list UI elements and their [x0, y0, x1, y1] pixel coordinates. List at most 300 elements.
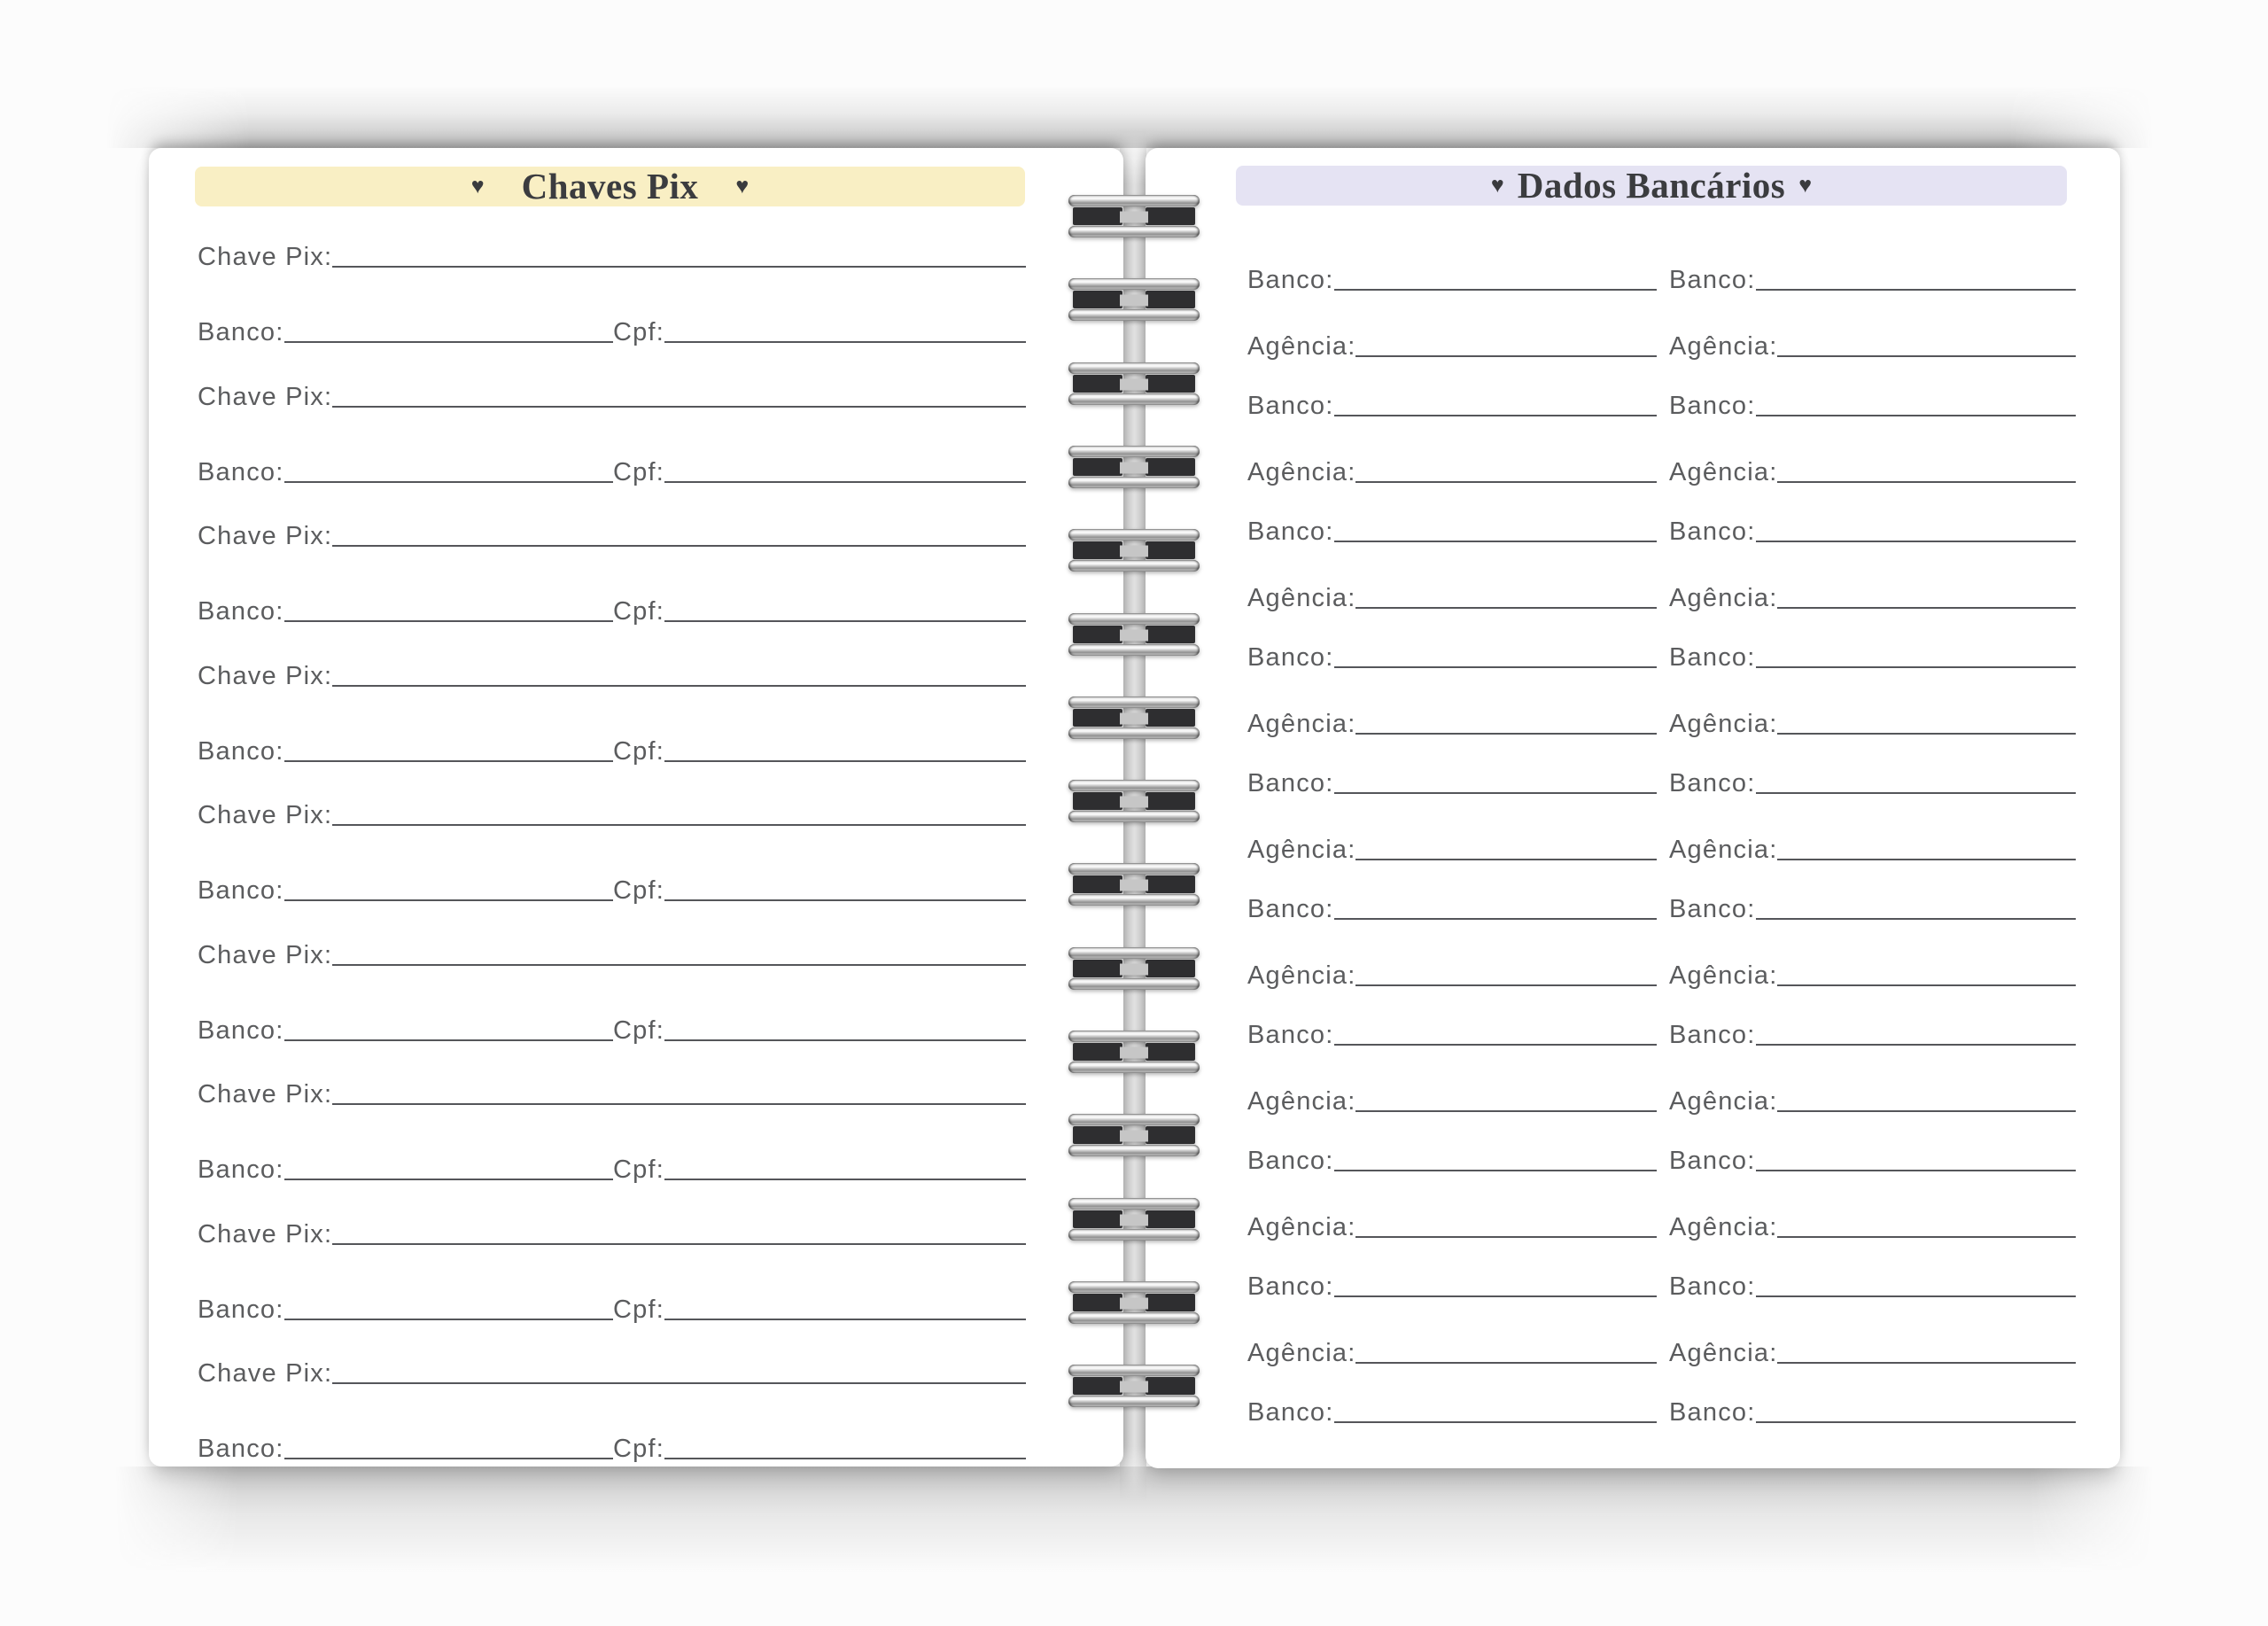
banco-write-line: [1756, 1044, 2077, 1046]
ring-bottom-wire: [1068, 560, 1200, 572]
cpf-write-line: [664, 899, 1026, 901]
banco-label: Banco:: [1247, 769, 1334, 797]
binder-ring-icon: [1068, 1031, 1200, 1073]
ring-middle: [1068, 625, 1200, 644]
left-page-title: Chaves Pix: [521, 166, 699, 206]
banco-write-line: [1334, 666, 1658, 668]
binder-ring-icon: [1068, 947, 1200, 990]
banco-write-line: [1334, 541, 1658, 542]
ring-top-wire: [1068, 613, 1200, 625]
ring-inner-shadow-right: [1146, 1043, 1195, 1061]
right-page-title: Dados Bancários: [1517, 165, 1786, 206]
ring-bottom-wire: [1068, 1229, 1200, 1241]
binder-ring-icon: [1068, 1198, 1200, 1241]
ring-middle: [1068, 290, 1200, 309]
agencia-label: Agência:: [1669, 1213, 1778, 1241]
cpf-write-line: [664, 1039, 1026, 1041]
banco-write-line: [1334, 1044, 1658, 1046]
binder-ring-icon: [1068, 195, 1200, 237]
agencia-label: Agência:: [1247, 710, 1356, 738]
agencia-write-line: [1355, 733, 1657, 735]
ring-inner-shadow-right: [1146, 541, 1195, 559]
agencia-label: Agência:: [1669, 458, 1778, 486]
banco-write-line: [1756, 1295, 2077, 1297]
banco-row: [1247, 388, 1657, 422]
ring-top-wire: [1068, 1365, 1200, 1376]
banco-label: Banco:: [1669, 769, 1756, 797]
ring-top-wire: [1068, 1114, 1200, 1125]
binder-ring-icon: [1068, 613, 1200, 656]
cpf-write-line: [664, 341, 1026, 343]
ring-middle: [1068, 708, 1200, 727]
agencia-write-line: [1777, 1362, 2076, 1364]
binder-ring-icon: [1068, 1114, 1200, 1156]
cpf-label: Cpf:: [613, 457, 664, 486]
agencia-row: [1669, 1335, 2076, 1369]
chave-pix-label: Chave Pix:: [198, 243, 333, 271]
agencia-label: Agência:: [1669, 1339, 1778, 1367]
banco-write-line: [284, 1319, 614, 1320]
cpf-write-line: [664, 1319, 1026, 1320]
ring-punch-tab: [1120, 1131, 1148, 1142]
ring-inner-shadow-left: [1073, 207, 1122, 225]
banco-label: Banco:: [1669, 895, 1756, 923]
banco-row: [1247, 1017, 1657, 1051]
ring-inner-shadow-left: [1073, 709, 1122, 727]
chave-pix-row: [198, 239, 1026, 273]
banco-label: Banco:: [1247, 1021, 1334, 1049]
chave-pix-label: Chave Pix:: [198, 382, 333, 411]
banco-label: Banco:: [1247, 392, 1334, 420]
heart-icon: ♥: [1798, 173, 1813, 198]
ring-middle: [1068, 206, 1200, 226]
ring-top-wire: [1068, 195, 1200, 206]
chave-pix-write-line: [332, 685, 1026, 687]
banco-row: [1669, 388, 2076, 422]
ring-punch-tab: [1120, 295, 1148, 307]
left-page: [149, 148, 1123, 1467]
ring-inner-shadow-left: [1073, 291, 1122, 308]
ring-bottom-wire: [1068, 1396, 1200, 1407]
binder-ring-icon: [1068, 780, 1200, 822]
banco-label: Banco:: [1669, 643, 1756, 672]
ring-inner-shadow-left: [1073, 1210, 1122, 1228]
cpf-label: Cpf:: [613, 318, 664, 346]
ring-bottom-wire: [1068, 1312, 1200, 1324]
banco-row: [1669, 640, 2076, 673]
chave-pix-label: Chave Pix:: [198, 940, 333, 969]
banco-write-line: [1334, 792, 1658, 794]
banco-write-line: [284, 760, 614, 762]
ring-top-wire: [1068, 947, 1200, 959]
agencia-row: [1669, 580, 2076, 614]
banco-write-line: [1756, 541, 2077, 542]
binder-ring-icon: [1068, 278, 1200, 321]
banco-row: [1247, 1143, 1657, 1177]
ring-inner-shadow-left: [1073, 1377, 1122, 1395]
ring-middle: [1068, 1376, 1200, 1396]
agencia-write-line: [1355, 355, 1657, 357]
chave-pix-label: Chave Pix:: [198, 1080, 333, 1109]
heart-icon: ♥: [735, 174, 750, 198]
banco-cpf-row: [198, 455, 1026, 488]
banco-write-line: [1756, 918, 2077, 920]
ring-bottom-wire: [1068, 644, 1200, 656]
banco-write-line: [284, 481, 614, 483]
agencia-write-line: [1355, 481, 1657, 483]
ring-bottom-wire: [1068, 978, 1200, 990]
banco-label: Banco:: [1669, 266, 1756, 294]
ring-middle: [1068, 875, 1200, 894]
banco-label: Banco:: [198, 1015, 284, 1045]
banco-row: [1247, 766, 1657, 799]
ring-inner-shadow-left: [1073, 960, 1122, 977]
agencia-label: Agência:: [1247, 961, 1356, 990]
cpf-write-line: [664, 481, 1026, 483]
banco-cpf-row: [198, 1431, 1026, 1465]
banco-row: [1247, 262, 1657, 296]
ring-top-wire: [1068, 780, 1200, 791]
banco-write-line: [1334, 289, 1658, 291]
ring-punch-tab: [1120, 1047, 1148, 1059]
binder-ring-icon: [1068, 863, 1200, 906]
agencia-label: Agência:: [1247, 1339, 1356, 1367]
banco-label: Banco:: [1669, 1147, 1756, 1175]
agencia-write-line: [1777, 984, 2076, 986]
chave-pix-row: [198, 797, 1026, 831]
ring-inner-shadow-left: [1073, 1043, 1122, 1061]
agencia-row: [1247, 1335, 1657, 1369]
ring-top-wire: [1068, 362, 1200, 374]
banco-cpf-row: [198, 734, 1026, 767]
ring-top-wire: [1068, 1198, 1200, 1210]
chave-pix-write-line: [332, 406, 1026, 408]
ring-inner-shadow-right: [1146, 792, 1195, 810]
banco-write-line: [284, 1039, 614, 1041]
ring-inner-shadow-left: [1073, 1126, 1122, 1144]
agencia-label: Agência:: [1247, 1213, 1356, 1241]
binder-ring-icon: [1068, 1281, 1200, 1324]
banco-cpf-row: [198, 594, 1026, 627]
ring-inner-shadow-right: [1146, 375, 1195, 393]
chave-pix-label: Chave Pix:: [198, 661, 333, 690]
agencia-write-line: [1355, 859, 1657, 860]
agencia-row: [1669, 1084, 2076, 1117]
banco-row: [1669, 1269, 2076, 1303]
binder-ring-icon: [1068, 362, 1200, 405]
chave-pix-row: [198, 1217, 1026, 1250]
ring-punch-tab: [1120, 880, 1148, 891]
agencia-row: [1669, 958, 2076, 992]
ring-middle: [1068, 457, 1200, 477]
ring-inner-shadow-right: [1146, 960, 1195, 977]
agencia-row: [1669, 706, 2076, 740]
ring-inner-shadow-right: [1146, 1210, 1195, 1228]
banco-label: Banco:: [198, 318, 284, 346]
agencia-write-line: [1355, 1362, 1657, 1364]
chave-pix-row: [198, 1356, 1026, 1389]
banco-label: Banco:: [1669, 1398, 1756, 1427]
banco-write-line: [284, 899, 614, 901]
banco-row: [1669, 514, 2076, 548]
cpf-label: Cpf:: [613, 1295, 664, 1324]
banco-write-line: [1334, 1421, 1658, 1423]
banco-cpf-row: [198, 315, 1026, 348]
agencia-write-line: [1355, 984, 1657, 986]
heart-icon: ♥: [470, 174, 485, 198]
chave-pix-row: [198, 937, 1026, 971]
binder-ring-icon: [1068, 446, 1200, 488]
agencia-row: [1247, 958, 1657, 992]
banco-row: [1669, 1017, 2076, 1051]
cpf-label: Cpf:: [613, 1155, 664, 1184]
ring-top-wire: [1068, 529, 1200, 541]
banco-write-line: [1756, 415, 2077, 416]
agencia-row: [1247, 329, 1657, 362]
right-page: [1146, 148, 2120, 1468]
ring-inner-shadow-left: [1073, 626, 1122, 643]
ring-inner-shadow-right: [1146, 207, 1195, 225]
ring-middle: [1068, 959, 1200, 978]
banco-write-line: [284, 1179, 614, 1180]
left-page-rows: [198, 148, 1026, 1467]
ring-punch-tab: [1120, 463, 1148, 474]
banco-label: Banco:: [1247, 1398, 1334, 1427]
banco-label: Banco:: [198, 876, 284, 905]
banco-write-line: [284, 620, 614, 622]
ring-top-wire: [1068, 863, 1200, 875]
cpf-label: Cpf:: [613, 1435, 664, 1463]
agencia-write-line: [1777, 1236, 2076, 1238]
agencia-row: [1247, 455, 1657, 488]
ring-punch-tab: [1120, 797, 1148, 808]
agencia-label: Agência:: [1669, 584, 1778, 612]
banco-cpf-row: [198, 1152, 1026, 1186]
ring-bottom-wire: [1068, 393, 1200, 405]
right-page-column-1: [1247, 148, 1657, 1468]
ring-inner-shadow-right: [1146, 875, 1195, 893]
banco-label: Banco:: [198, 1155, 284, 1184]
banco-write-line: [1334, 918, 1658, 920]
chave-pix-row: [198, 518, 1026, 552]
agencia-label: Agência:: [1247, 332, 1356, 361]
ring-inner-shadow-right: [1146, 458, 1195, 476]
agencia-label: Agência:: [1669, 710, 1778, 738]
chave-pix-row: [198, 379, 1026, 413]
binder-ring-icon: [1068, 696, 1200, 739]
agencia-write-line: [1355, 607, 1657, 609]
ring-inner-shadow-left: [1073, 875, 1122, 893]
chave-pix-write-line: [332, 824, 1026, 826]
heart-icon: ♥: [1490, 173, 1504, 198]
cpf-label: Cpf:: [613, 736, 664, 766]
binder-ring-icon: [1068, 529, 1200, 572]
ring-bottom-wire: [1068, 477, 1200, 488]
agencia-row: [1669, 329, 2076, 362]
ring-punch-tab: [1120, 713, 1148, 725]
banco-label: Banco:: [1247, 1147, 1334, 1175]
ring-middle: [1068, 1293, 1200, 1312]
agencia-write-line: [1777, 859, 2076, 860]
ring-punch-tab: [1120, 1215, 1148, 1226]
ring-inner-shadow-right: [1146, 626, 1195, 643]
agencia-row: [1247, 832, 1657, 866]
cpf-label: Cpf:: [613, 876, 664, 905]
chave-pix-write-line: [332, 1103, 1026, 1105]
ring-bottom-wire: [1068, 1062, 1200, 1073]
agencia-label: Agência:: [1669, 332, 1778, 361]
banco-label: Banco:: [1247, 1272, 1334, 1301]
agencia-label: Agência:: [1247, 836, 1356, 864]
banco-cpf-row: [198, 1013, 1026, 1046]
ring-bottom-wire: [1068, 727, 1200, 739]
banco-label: Banco:: [1669, 517, 1756, 546]
banco-label: Banco:: [198, 1295, 284, 1324]
ring-top-wire: [1068, 1281, 1200, 1293]
ring-middle: [1068, 1210, 1200, 1229]
banco-write-line: [284, 341, 614, 343]
ring-inner-shadow-right: [1146, 1294, 1195, 1311]
banco-row: [1247, 1395, 1657, 1428]
cpf-write-line: [664, 760, 1026, 762]
chave-pix-label: Chave Pix:: [198, 522, 333, 550]
ring-bottom-wire: [1068, 811, 1200, 822]
banco-label: Banco:: [1669, 1272, 1756, 1301]
ring-bottom-wire: [1068, 309, 1200, 321]
cpf-label: Cpf:: [613, 1015, 664, 1045]
agencia-write-line: [1777, 355, 2076, 357]
banco-label: Banco:: [1247, 266, 1334, 294]
banco-row: [1247, 514, 1657, 548]
ring-punch-tab: [1120, 1298, 1148, 1310]
banco-row: [1669, 262, 2076, 296]
ring-punch-tab: [1120, 379, 1148, 391]
ring-middle: [1068, 1125, 1200, 1145]
banco-write-line: [1756, 289, 2077, 291]
banco-row: [1669, 891, 2076, 925]
ring-inner-shadow-left: [1073, 1294, 1122, 1311]
banco-label: Banco:: [1669, 392, 1756, 420]
cpf-write-line: [664, 1179, 1026, 1180]
agencia-label: Agência:: [1669, 961, 1778, 990]
banco-row: [1669, 1143, 2076, 1177]
agencia-write-line: [1777, 607, 2076, 609]
banco-write-line: [1756, 1170, 2077, 1171]
chave-pix-label: Chave Pix:: [198, 1359, 333, 1388]
cpf-label: Cpf:: [613, 597, 664, 626]
ring-bottom-wire: [1068, 226, 1200, 237]
banco-label: Banco:: [198, 1435, 284, 1463]
ring-top-wire: [1068, 278, 1200, 290]
banco-label: Banco:: [1247, 643, 1334, 672]
agencia-label: Agência:: [1247, 1087, 1356, 1116]
agencia-row: [1247, 580, 1657, 614]
banco-label: Banco:: [1247, 895, 1334, 923]
ring-inner-shadow-right: [1146, 709, 1195, 727]
cpf-write-line: [664, 620, 1026, 622]
banco-row: [1247, 891, 1657, 925]
banco-label: Banco:: [198, 736, 284, 766]
banco-write-line: [1334, 1170, 1658, 1171]
banco-write-line: [1334, 1295, 1658, 1297]
ring-middle: [1068, 541, 1200, 560]
agencia-label: Agência:: [1247, 584, 1356, 612]
ring-inner-shadow-left: [1073, 458, 1122, 476]
banco-write-line: [1756, 1421, 2077, 1423]
agencia-write-line: [1777, 733, 2076, 735]
ring-punch-tab: [1120, 964, 1148, 976]
banco-label: Banco:: [198, 457, 284, 486]
agencia-write-line: [1355, 1110, 1657, 1112]
chave-pix-write-line: [332, 964, 1026, 966]
ring-punch-tab: [1120, 546, 1148, 557]
ring-inner-shadow-left: [1073, 541, 1122, 559]
agencia-write-line: [1777, 1110, 2076, 1112]
ring-inner-shadow-right: [1146, 291, 1195, 308]
chave-pix-write-line: [332, 545, 1026, 547]
banco-write-line: [284, 1458, 614, 1459]
right-page-column-2: [1669, 148, 2076, 1468]
chave-pix-label: Chave Pix:: [198, 801, 333, 829]
agencia-write-line: [1777, 481, 2076, 483]
banco-label: Banco:: [1247, 517, 1334, 546]
chave-pix-write-line: [332, 1382, 1026, 1384]
banco-label: Banco:: [1669, 1021, 1756, 1049]
ring-top-wire: [1068, 1031, 1200, 1042]
banco-row: [1247, 640, 1657, 673]
agencia-row: [1669, 832, 2076, 866]
agencia-write-line: [1355, 1236, 1657, 1238]
banco-write-line: [1334, 415, 1658, 416]
chave-pix-write-line: [332, 1243, 1026, 1245]
agencia-row: [1247, 706, 1657, 740]
ring-bottom-wire: [1068, 894, 1200, 906]
agencia-row: [1669, 1210, 2076, 1243]
ring-top-wire: [1068, 446, 1200, 457]
ring-top-wire: [1068, 696, 1200, 708]
agencia-row: [1247, 1084, 1657, 1117]
agencia-row: [1669, 455, 2076, 488]
ring-inner-shadow-right: [1146, 1126, 1195, 1144]
banco-row: [1669, 766, 2076, 799]
binder-ring-icon: [1068, 1365, 1200, 1407]
agencia-label: Agência:: [1247, 458, 1356, 486]
chave-pix-label: Chave Pix:: [198, 1219, 333, 1249]
banco-label: Banco:: [198, 597, 284, 626]
ring-bottom-wire: [1068, 1145, 1200, 1156]
chave-pix-row: [198, 658, 1026, 692]
ring-middle: [1068, 791, 1200, 811]
banco-row: [1247, 1269, 1657, 1303]
ring-inner-shadow-right: [1146, 1377, 1195, 1395]
ring-middle: [1068, 1042, 1200, 1062]
agencia-label: Agência:: [1669, 836, 1778, 864]
ring-punch-tab: [1120, 212, 1148, 223]
banco-cpf-row: [198, 873, 1026, 906]
ring-inner-shadow-left: [1073, 792, 1122, 810]
chave-pix-row: [198, 1077, 1026, 1110]
banco-write-line: [1756, 792, 2077, 794]
ring-punch-tab: [1120, 630, 1148, 642]
banco-row: [1669, 1395, 2076, 1428]
ring-middle: [1068, 374, 1200, 393]
ring-punch-tab: [1120, 1381, 1148, 1393]
cpf-write-line: [664, 1458, 1026, 1459]
banco-write-line: [1756, 666, 2077, 668]
ring-inner-shadow-left: [1073, 375, 1122, 393]
banco-cpf-row: [198, 1292, 1026, 1326]
chave-pix-write-line: [332, 266, 1026, 268]
